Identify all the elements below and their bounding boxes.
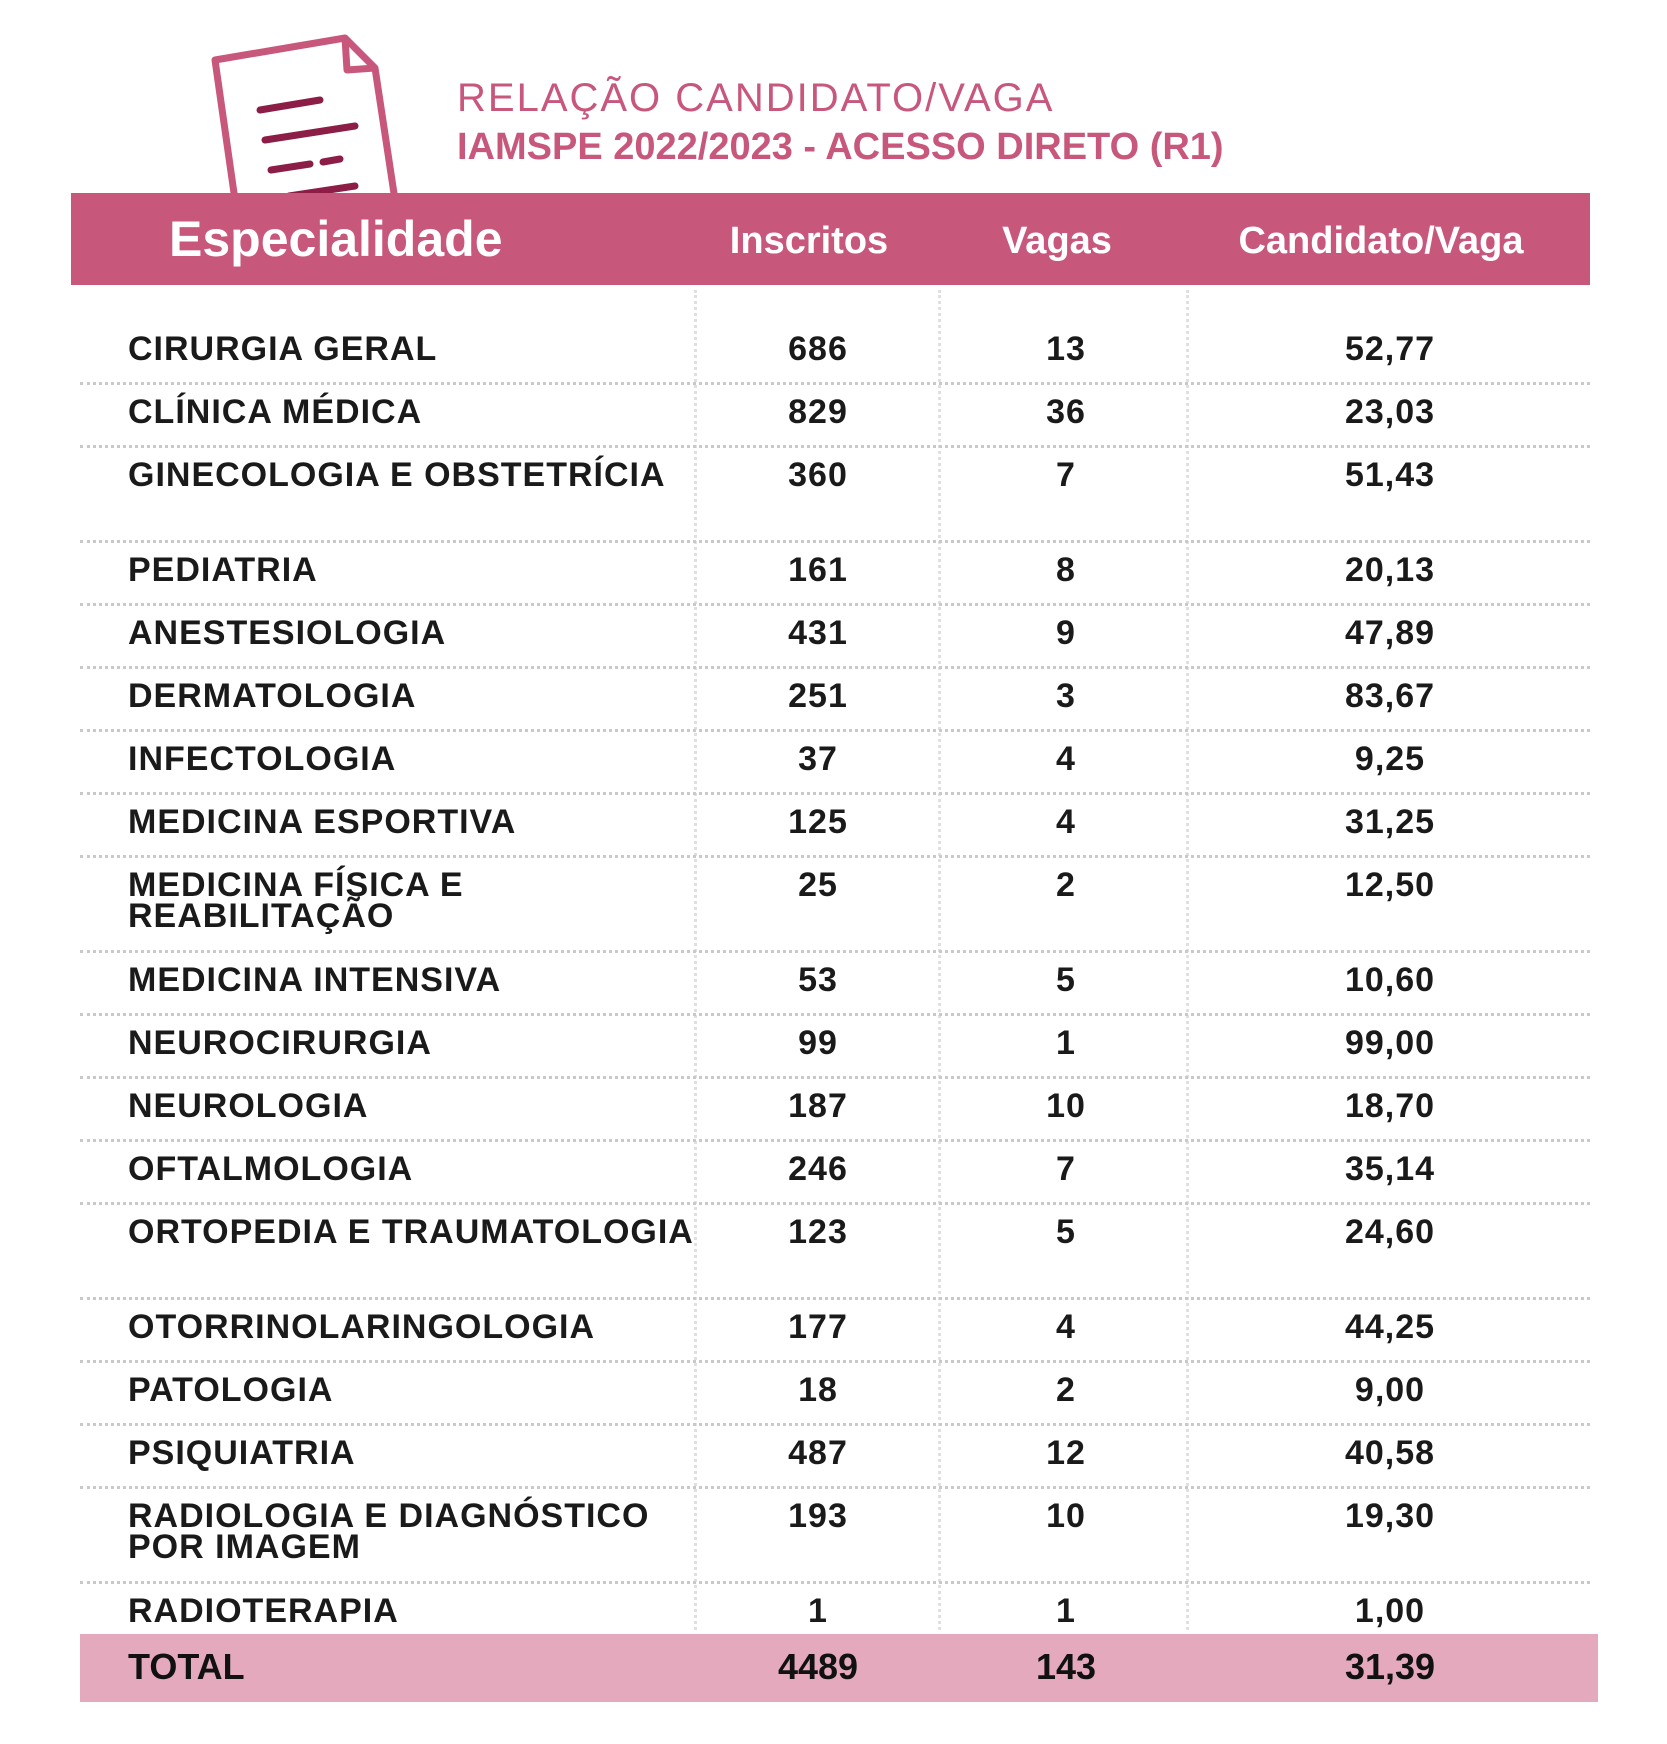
cell-inscritos: 246: [788, 1150, 848, 1188]
cell-candidato-vaga: 83,67: [1344, 677, 1436, 715]
cell-especialidade: MEDICINA INTENSIVA: [128, 961, 502, 999]
cell-inscritos: 1: [808, 1592, 828, 1630]
table-row: [80, 1016, 1590, 1079]
cell-especialidade: PATOLOGIA: [128, 1371, 334, 1409]
cell-inscritos: 177: [788, 1308, 848, 1346]
cell-inscritos: 251: [788, 677, 848, 715]
cell-candidato-vaga: 1,00: [1354, 1592, 1426, 1630]
cell-candidato-vaga: 51,43: [1344, 456, 1436, 494]
total-vagas: 143: [1035, 1646, 1097, 1687]
table-row: [80, 1300, 1590, 1363]
cell-inscritos: 123: [788, 1213, 848, 1251]
cell-candidato-vaga: 9,25: [1354, 740, 1426, 778]
cell-vagas: 2: [1056, 866, 1076, 904]
cell-especialidade: ORTOPEDIA E TRAUMATOLOGIA: [128, 1213, 694, 1251]
cell-candidato-vaga: 24,60: [1344, 1213, 1436, 1251]
cell-inscritos: 53: [798, 961, 838, 999]
cell-inscritos: 125: [788, 803, 848, 841]
cell-inscritos: 193: [788, 1497, 848, 1535]
cell-especialidade: ANESTESIOLOGIA: [128, 614, 447, 652]
table-header: [71, 193, 1590, 285]
table-row: [80, 1079, 1590, 1142]
cell-candidato-vaga: 31,25: [1344, 803, 1436, 841]
cell-inscritos: 686: [788, 330, 848, 368]
header-vagas: Vagas: [1002, 220, 1112, 262]
table-row: [80, 669, 1590, 732]
cell-inscritos: 25: [798, 866, 838, 904]
cell-vagas: 4: [1056, 803, 1076, 841]
cell-candidato-vaga: 99,00: [1344, 1024, 1436, 1062]
cell-vagas: 1: [1056, 1592, 1076, 1630]
cell-especialidade: NEUROLOGIA: [128, 1087, 369, 1125]
cell-especialidade: CLÍNICA MÉDICA: [128, 393, 423, 431]
table-row: [80, 1426, 1590, 1489]
cell-vagas: 7: [1056, 456, 1076, 494]
cell-inscritos: 99: [798, 1024, 838, 1062]
cell-candidato-vaga: 47,89: [1344, 614, 1436, 652]
cell-candidato-vaga: 12,50: [1344, 866, 1436, 904]
cell-especialidade: RADIOLOGIA E DIAGNÓSTICO POR IMAGEM: [128, 1497, 650, 1566]
title-line-1: RELAÇÃO CANDIDATO/VAGA: [457, 76, 1055, 120]
cell-vagas: 7: [1056, 1150, 1076, 1188]
total-candidato-vaga: 31,39: [1344, 1646, 1436, 1687]
cell-especialidade: DERMATOLOGIA: [128, 677, 417, 715]
total-label: TOTAL: [128, 1646, 245, 1687]
total-row: [80, 1634, 1598, 1702]
table-row: [80, 732, 1590, 795]
table-row: [80, 1363, 1590, 1426]
cell-inscritos: 431: [788, 614, 848, 652]
table-row: [80, 1205, 1590, 1300]
cell-vagas: 5: [1056, 961, 1076, 999]
cell-candidato-vaga: 20,13: [1344, 551, 1436, 589]
title-line-2: IAMSPE 2022/2023 - ACESSO DIRETO (R1): [457, 126, 1224, 168]
table-row: [80, 953, 1590, 1016]
cell-especialidade: GINECOLOGIA E OBSTETRÍCIA: [128, 456, 666, 494]
table-body: [80, 322, 1590, 1644]
cell-vagas: 8: [1056, 551, 1076, 589]
header-candidato-vaga: Candidato/Vaga: [1238, 220, 1524, 262]
cell-vagas: 36: [1046, 393, 1086, 431]
cell-vagas: 1: [1056, 1024, 1076, 1062]
cell-especialidade: PSIQUIATRIA: [128, 1434, 356, 1472]
table-row: [80, 858, 1590, 953]
table-row: [80, 606, 1590, 669]
cell-inscritos: 161: [788, 551, 848, 589]
cell-vagas: 12: [1046, 1434, 1086, 1472]
table-row: [80, 795, 1590, 858]
cell-vagas: 9: [1056, 614, 1076, 652]
table-row: [80, 1489, 1590, 1584]
cell-vagas: 4: [1056, 740, 1076, 778]
title-block: [457, 78, 1224, 166]
cell-candidato-vaga: 19,30: [1344, 1497, 1436, 1535]
table-row: [80, 385, 1590, 448]
cell-inscritos: 37: [798, 740, 838, 778]
document-icon: [205, 30, 425, 200]
cell-candidato-vaga: 40,58: [1344, 1434, 1436, 1472]
cell-especialidade: RADIOTERAPIA: [128, 1592, 399, 1630]
cell-especialidade: PEDIATRIA: [128, 551, 318, 589]
cell-inscritos: 187: [788, 1087, 848, 1125]
cell-inscritos: 829: [788, 393, 848, 431]
cell-candidato-vaga: 10,60: [1344, 961, 1436, 999]
table-row: [80, 322, 1590, 385]
cell-candidato-vaga: 9,00: [1354, 1371, 1426, 1409]
table-row: [80, 1142, 1590, 1205]
cell-inscritos: 487: [788, 1434, 848, 1472]
cell-vagas: 3: [1056, 677, 1076, 715]
cell-inscritos: 360: [788, 456, 848, 494]
cell-candidato-vaga: 18,70: [1344, 1087, 1436, 1125]
cell-candidato-vaga: 23,03: [1344, 393, 1436, 431]
cell-especialidade: INFECTOLOGIA: [128, 740, 397, 778]
cell-vagas: 10: [1046, 1087, 1086, 1125]
header-inscritos: Inscritos: [729, 220, 889, 262]
cell-especialidade: OTORRINOLARINGOLOGIA: [128, 1308, 596, 1346]
cell-vagas: 10: [1046, 1497, 1086, 1535]
table-row: [80, 448, 1590, 543]
cell-vagas: 13: [1046, 330, 1086, 368]
table-row: [80, 543, 1590, 606]
cell-especialidade: MEDICINA ESPORTIVA: [128, 803, 517, 841]
cell-vagas: 5: [1056, 1213, 1076, 1251]
total-inscritos: 4489: [777, 1646, 859, 1687]
cell-candidato-vaga: 52,77: [1344, 330, 1436, 368]
cell-candidato-vaga: 35,14: [1344, 1150, 1436, 1188]
cell-especialidade: OFTALMOLOGIA: [128, 1150, 414, 1188]
cell-inscritos: 18: [798, 1371, 838, 1409]
cell-vagas: 2: [1056, 1371, 1076, 1409]
header-especialidade: Especialidade: [169, 211, 503, 267]
cell-especialidade: MEDICINA FÍSICA E REABILITAÇÃO: [128, 866, 464, 935]
cell-vagas: 4: [1056, 1308, 1076, 1346]
cell-especialidade: NEUROCIRURGIA: [128, 1024, 432, 1062]
cell-candidato-vaga: 44,25: [1344, 1308, 1436, 1346]
cell-especialidade: CIRURGIA GERAL: [128, 330, 438, 368]
